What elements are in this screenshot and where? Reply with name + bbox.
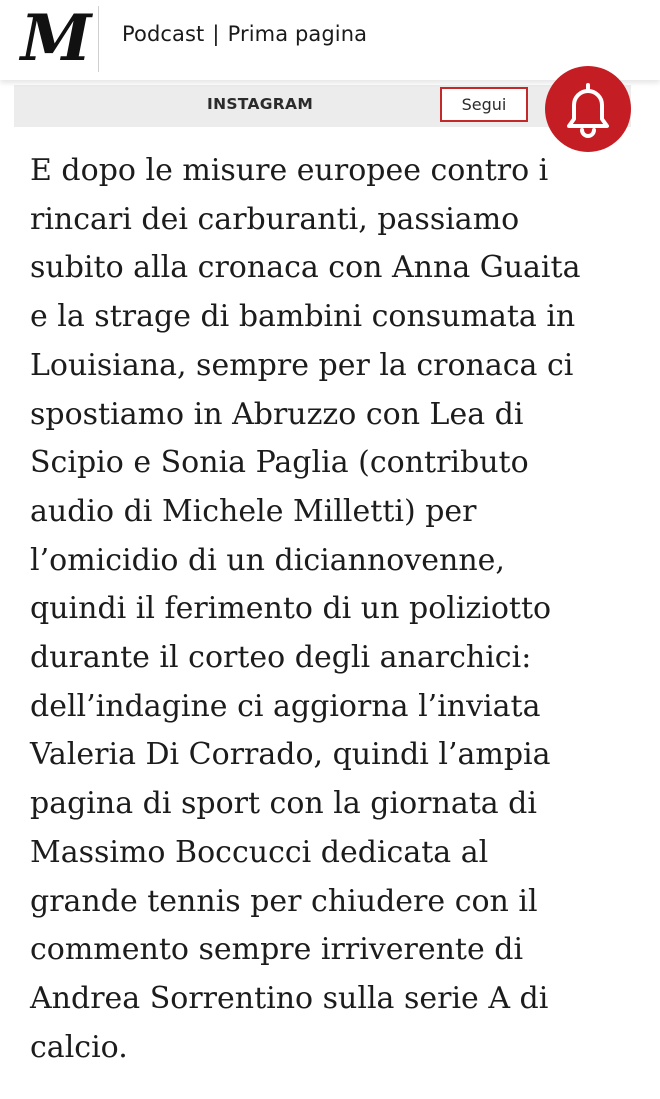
- article-line: durante il corteo degli anarchici:: [30, 640, 532, 676]
- article-line: dell’indagine ci aggiorna l’inviata: [30, 688, 541, 724]
- article-line: quindi il ferimento di un poliziotto: [30, 591, 552, 627]
- nav-prima-pagina[interactable]: Prima pagina: [227, 22, 368, 46]
- article-line: audio di Michele Milletti) per: [30, 493, 477, 529]
- top-header: [0, 0, 660, 80]
- article-line: pagina di sport con la giornata di: [30, 786, 537, 822]
- article-line: spostiamo in Abruzzo con Lea di: [30, 396, 524, 432]
- article-line: l’omicidio di un diciannovenne,: [30, 542, 505, 578]
- follow-button[interactable]: Segui: [440, 87, 528, 122]
- article-line: subito alla cronaca con Anna Guaita: [30, 250, 581, 286]
- nav-separator: |: [212, 22, 220, 46]
- nav-podcast[interactable]: Podcast: [122, 22, 205, 46]
- article-line: E dopo le misure europee contro i: [30, 153, 549, 188]
- article-line: Andrea Sorrentino sulla serie A di: [30, 980, 549, 1016]
- header-divider: [98, 6, 99, 72]
- bell-icon: [562, 79, 614, 139]
- article-body: [30, 147, 640, 1072]
- site-logo[interactable]: [20, 1, 92, 76]
- article-line: Massimo Boccucci dedicata al: [30, 834, 489, 870]
- notification-button[interactable]: [545, 66, 631, 152]
- article-line: Scipio e Sonia Paglia (contributo: [30, 445, 529, 481]
- article-line: e la strage di bambini consumata in: [30, 299, 576, 335]
- instagram-bar: [14, 85, 631, 127]
- logo-letter: M: [20, 1, 92, 76]
- article-line: calcio.: [30, 1029, 128, 1065]
- article-line: grande tennis per chiudere con il: [30, 883, 538, 919]
- article-line: rincari dei carburanti, passiamo: [30, 201, 520, 237]
- article-line: Louisiana, sempre per la cronaca ci: [30, 347, 574, 383]
- logo-icon: [20, 1, 92, 76]
- article-line: commento sempre irriverente di: [30, 932, 524, 968]
- article-line: Valeria Di Corrado, quindi l’ampia: [30, 737, 551, 773]
- instagram-label: INSTAGRAM: [207, 95, 314, 113]
- header-nav: [122, 19, 367, 49]
